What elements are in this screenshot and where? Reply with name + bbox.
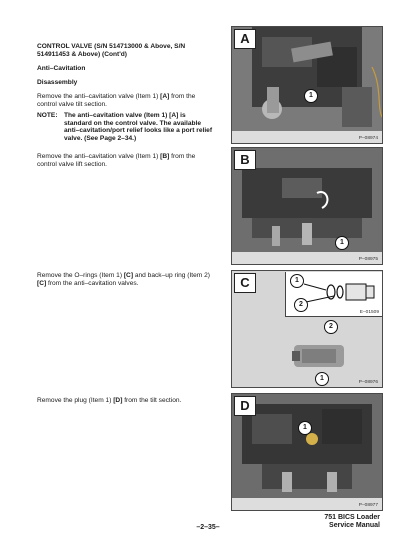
figure-id: P–08975 [358,257,378,262]
step-1: Remove the anti–cavitation valve (Item 1) [A] from the control valve tilt section. [37,93,196,108]
note-text: The anti–cavitation valve (Item 1) [A] is standard on the control valve. The available anti–cavitation/port relief looks like a port relief valve. (See Page 2–34.) [64,112,213,142]
callout-1: 1 [315,372,329,386]
figure-letter-b: B [234,150,256,170]
callout-1: 1 [304,89,318,103]
callout-2: 2 [324,320,338,334]
inset-callout-2: 2 [294,298,308,312]
figure-d [231,393,383,511]
inset-callout-1: 1 [290,274,304,288]
callout-1: 1 [298,421,312,435]
anti-cavitation-valve-illustration [232,317,382,375]
figure-id: P–08977 [358,503,378,508]
callout-1: 1 [335,236,349,250]
note-label: NOTE: [37,112,58,119]
figure-id: P–08974 [358,136,378,141]
figure-c [231,270,383,388]
step-3: Remove the O–rings (Item 1) [C] and back–up ring (Item 2) [C] from the anti–cavitation valves. [37,272,210,287]
step-4: Remove the plug (Item 1) [D] from the tilt section. [37,397,182,404]
manual-subtitle: Service Manual [329,522,380,529]
note [37,112,215,142]
inset-diagram [285,272,382,317]
section-title: CONTROL VALVE (S/N 514713000 & Above, S/N 514911453 & Above) (Cont'd) [37,43,186,58]
manual-title: 751 BICS Loader [324,514,380,521]
inset-id: E–01509 [359,310,379,315]
page-number: –2–35– [196,524,220,531]
figure-letter-a: A [234,29,256,49]
figure-letter-c: C [234,273,256,293]
subheading: Anti–Cavitation [37,65,86,72]
figure-id: P–08976 [358,380,378,385]
step-2: Remove the anti–cavitation valve (Item 1) [B] from the control valve lift section. [37,153,196,168]
figure-letter-d: D [234,396,256,416]
figure-b [231,147,383,265]
sub-subheading: Disassembly [37,79,78,86]
figure-a [231,26,383,144]
